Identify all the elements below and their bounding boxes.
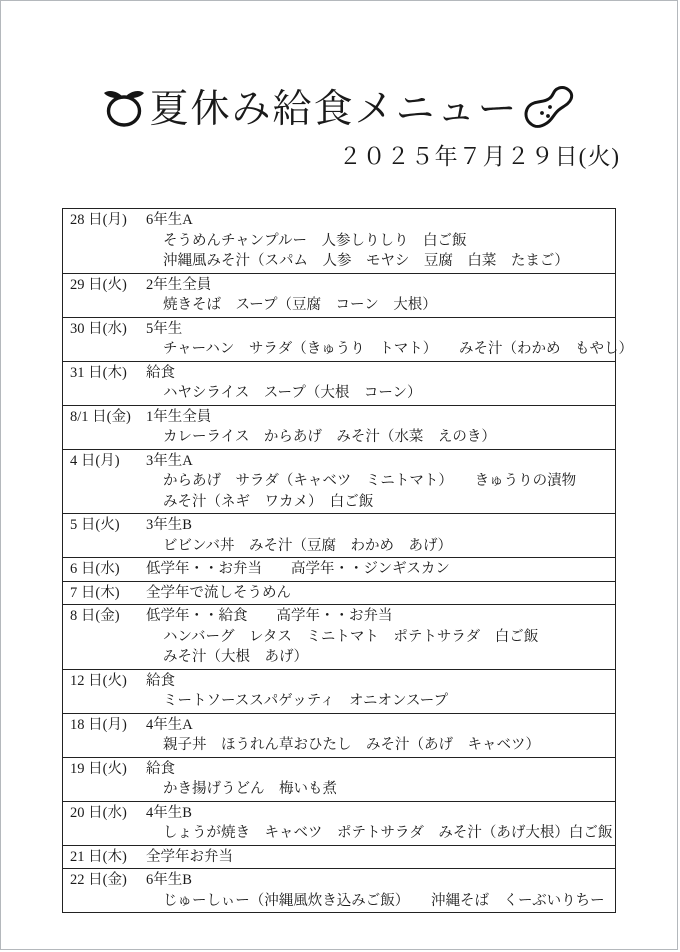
menu-group: 6年生A — [146, 212, 193, 228]
menu-content — [146, 870, 615, 911]
menu-date: 6 日(水) — [70, 561, 120, 577]
menu-content — [146, 847, 615, 868]
menu-item: 沖縄風みそ汁（スパム 人参 モヤシ 豆腐 白菜 たまご） — [163, 253, 569, 269]
menu-date: 19 日(火) — [70, 760, 127, 777]
menu-row — [63, 714, 615, 758]
menu-date: 8 日(金) — [70, 608, 120, 624]
menu-item: かき揚げうどん 梅いも煮 — [163, 781, 337, 797]
menu-group: 6年生B — [146, 872, 192, 888]
menu-date: 28 日(月) — [70, 212, 127, 228]
menu-item: ミートソーススパゲッティ オニオンスープ — [163, 693, 449, 709]
menu-item: 焼きそば スープ（豆腐 コーン 大根） — [163, 297, 437, 313]
menu-content — [146, 671, 615, 712]
menu-item: しょうが焼き キャベツ ポテトサラダ みそ汁（あげ大根）白ご飯 — [163, 825, 613, 841]
document-date: ２０２５年７月２９日(火) — [338, 144, 620, 169]
menu-content — [146, 275, 615, 316]
page-title: 夏休み給食メニュー — [149, 87, 519, 131]
menu-content — [146, 583, 615, 604]
menu-group: 4年生B — [146, 804, 192, 821]
menu-group: 給食 — [146, 364, 175, 381]
menu-date: 7 日(木) — [70, 584, 120, 601]
menu-row — [63, 758, 615, 802]
menu-item: じゅーしぃー（沖縄風炊き込みご飯） 沖縄そば くーぶいりちー — [163, 892, 605, 909]
menu-table — [62, 208, 633, 913]
menu-content — [146, 715, 615, 756]
menu-date: 22 日(金) — [70, 872, 127, 888]
menu-row — [63, 558, 615, 582]
menu-item: みそ汁（ネギ ワカメ） 白ご飯 — [163, 493, 374, 510]
menu-group: 低学年・・お弁当 高学年・・ジンギスカン — [146, 561, 450, 577]
menu-row — [63, 274, 615, 318]
menu-date: 12 日(火) — [70, 672, 127, 689]
menu-content — [146, 363, 615, 404]
menu-content — [146, 606, 615, 668]
menu-row — [63, 318, 633, 362]
menu-row — [63, 514, 615, 558]
menu-item: ビビンバ丼 みそ汁（豆腐 わかめ あげ） — [163, 537, 452, 554]
menu-row — [63, 802, 615, 846]
tomato-icon — [101, 84, 147, 135]
menu-group: 2年生全員 — [146, 276, 212, 293]
menu-item: ハンバーグ レタス ミニトマト ポテトサラダ 白ご飯 — [163, 628, 539, 645]
menu-date: 4 日(月) — [70, 452, 120, 469]
menu-item: みそ汁（大根 あげ） — [163, 649, 308, 665]
menu-item: カレーライス からあげ みそ汁（水菜 えのき） — [163, 429, 496, 445]
menu-content — [146, 210, 615, 272]
menu-group: 全学年で流しそうめん — [146, 584, 291, 601]
menu-group: 1年生全員 — [146, 408, 212, 425]
cucumber-icon — [521, 83, 577, 140]
menu-row — [63, 362, 615, 406]
menu-row — [63, 846, 615, 870]
menu-date: 18 日(月) — [70, 716, 127, 733]
menu-item: チャーハン サラダ（きゅうり トマト） みそ汁（わかめ もやし） — [163, 341, 633, 357]
menu-content — [146, 559, 615, 580]
menu-date: 21 日(木) — [70, 848, 127, 865]
menu-item: そうめんチャンプルー 人参しりしり 白ご飯 — [163, 232, 467, 249]
menu-group: 5年生 — [146, 320, 183, 337]
menu-content — [146, 515, 615, 556]
menu-group: 4年生A — [146, 716, 193, 733]
menu-row — [63, 209, 615, 274]
menu-content — [146, 319, 633, 360]
menu-group: 給食 — [146, 672, 175, 689]
menu-date: 20 日(水) — [70, 804, 127, 821]
menu-date: 5 日(火) — [70, 517, 120, 533]
menu-row — [63, 450, 615, 515]
menu-date: 8/1 日(金) — [70, 408, 131, 425]
menu-content — [146, 407, 615, 448]
menu-group: 給食 — [146, 760, 175, 777]
menu-row — [63, 605, 615, 670]
menu-row — [63, 869, 615, 912]
menu-row — [63, 670, 615, 714]
menu-row — [63, 582, 615, 606]
menu-content — [146, 451, 615, 513]
menu-date: 29 日(火) — [70, 276, 127, 293]
menu-group: 3年生A — [146, 452, 193, 469]
menu-group: 全学年お弁当 — [146, 848, 233, 865]
title-block — [1, 81, 677, 138]
menu-item: からあげ サラダ（キャベツ ミニトマト） きゅうりの漬物 — [163, 473, 577, 489]
menu-group: 低学年・・給食 高学年・・お弁当 — [146, 608, 393, 624]
menu-row — [63, 406, 615, 450]
menu-item: 親子丼 ほうれん草おひたし みそ汁（あげ キャベツ） — [163, 737, 540, 753]
menu-content — [146, 803, 615, 844]
menu-date: 30 日(水) — [70, 320, 127, 337]
menu-date: 31 日(木) — [70, 364, 127, 381]
menu-content — [146, 759, 615, 800]
menu-item: ハヤシライス スープ（大根 コーン） — [163, 385, 422, 401]
menu-group: 3年生B — [146, 517, 192, 533]
